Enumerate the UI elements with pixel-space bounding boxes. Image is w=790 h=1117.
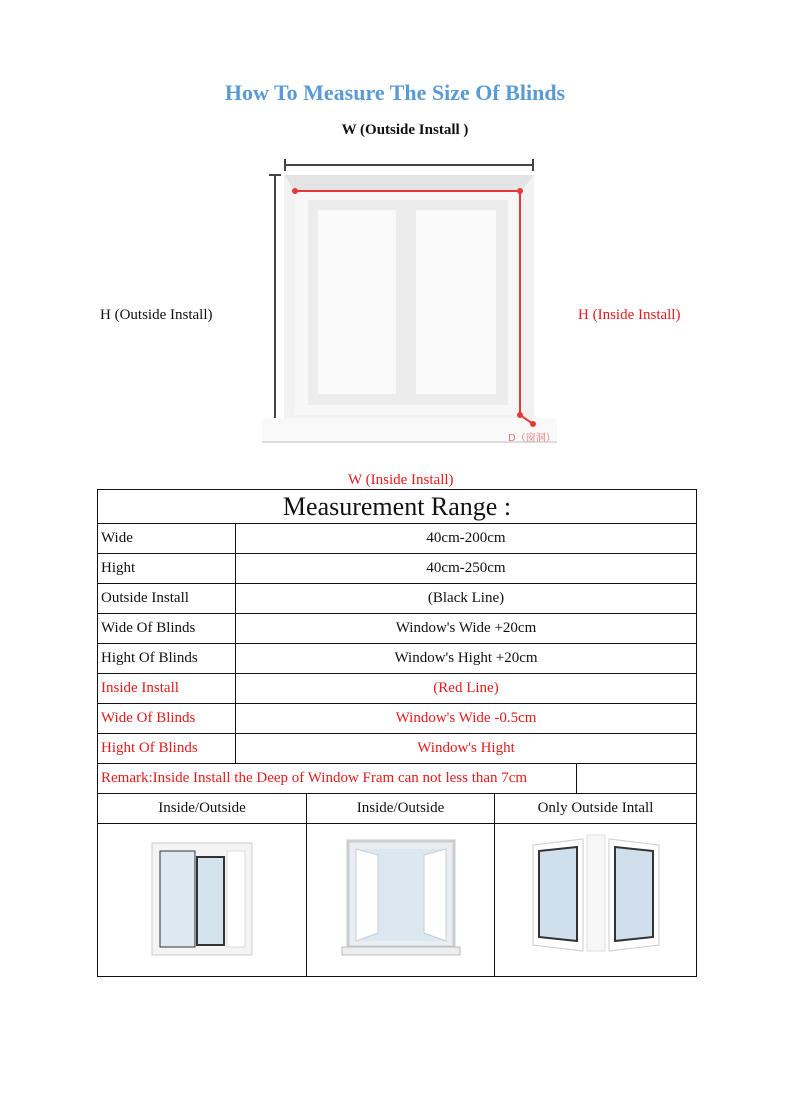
row-label: Hight (98, 554, 236, 584)
remark-text: Remark:Inside Install the Deep of Window Fram can not less than 7cm (98, 764, 577, 794)
depth-label: D（窗洞） (508, 433, 556, 444)
double-door-window-image (495, 824, 697, 977)
row-value: Window's Hight +20cm (236, 644, 697, 674)
table-row (98, 704, 697, 734)
row-value: (Red Line) (236, 674, 697, 704)
row-value: Window's Wide +20cm (236, 614, 697, 644)
empty-cell (577, 764, 697, 794)
row-value: (Black Line) (236, 584, 697, 614)
row-value: Window's Wide -0.5cm (236, 704, 697, 734)
page-title: How To Measure The Size Of Blinds (224, 80, 566, 105)
window-type-sliding: Inside/Outside (98, 794, 307, 824)
row-label: Wide Of Blinds (98, 704, 236, 734)
row-value: 40cm-250cm (236, 554, 697, 584)
table-row (98, 674, 697, 704)
table-heading: Measurement Range : (98, 490, 697, 524)
window-type-casement: Inside/Outside (307, 794, 495, 824)
measurement-table (97, 489, 697, 977)
row-label: Hight Of Blinds (98, 644, 236, 674)
h-outside-label: H (Outside Install) (100, 307, 213, 323)
remark-row (98, 764, 697, 794)
window-type-row (98, 794, 697, 824)
window-type-double-door: Only Outside Intall (495, 794, 697, 824)
row-label: Wide Of Blinds (98, 614, 236, 644)
row-label: Hight Of Blinds (98, 734, 236, 764)
table-row (98, 554, 697, 584)
row-value: Window's Hight (236, 734, 697, 764)
w-inside-label: W (Inside Install) (348, 472, 454, 488)
table-row (98, 524, 697, 554)
row-label: Inside Install (98, 674, 236, 704)
w-outside-label: W (Outside Install ) (341, 122, 469, 138)
row-value: 40cm-200cm (236, 524, 697, 554)
casement-window-image (307, 824, 495, 977)
table-row (98, 584, 697, 614)
h-inside-label: H (Inside Install) (578, 307, 681, 323)
row-label: Outside Install (98, 584, 236, 614)
table-row (98, 614, 697, 644)
window-measure-diagram (250, 150, 570, 450)
table-row (98, 734, 697, 764)
sliding-window-image (98, 824, 307, 977)
window-image-row (98, 824, 697, 977)
table-row (98, 644, 697, 674)
row-label: Wide (98, 524, 236, 554)
